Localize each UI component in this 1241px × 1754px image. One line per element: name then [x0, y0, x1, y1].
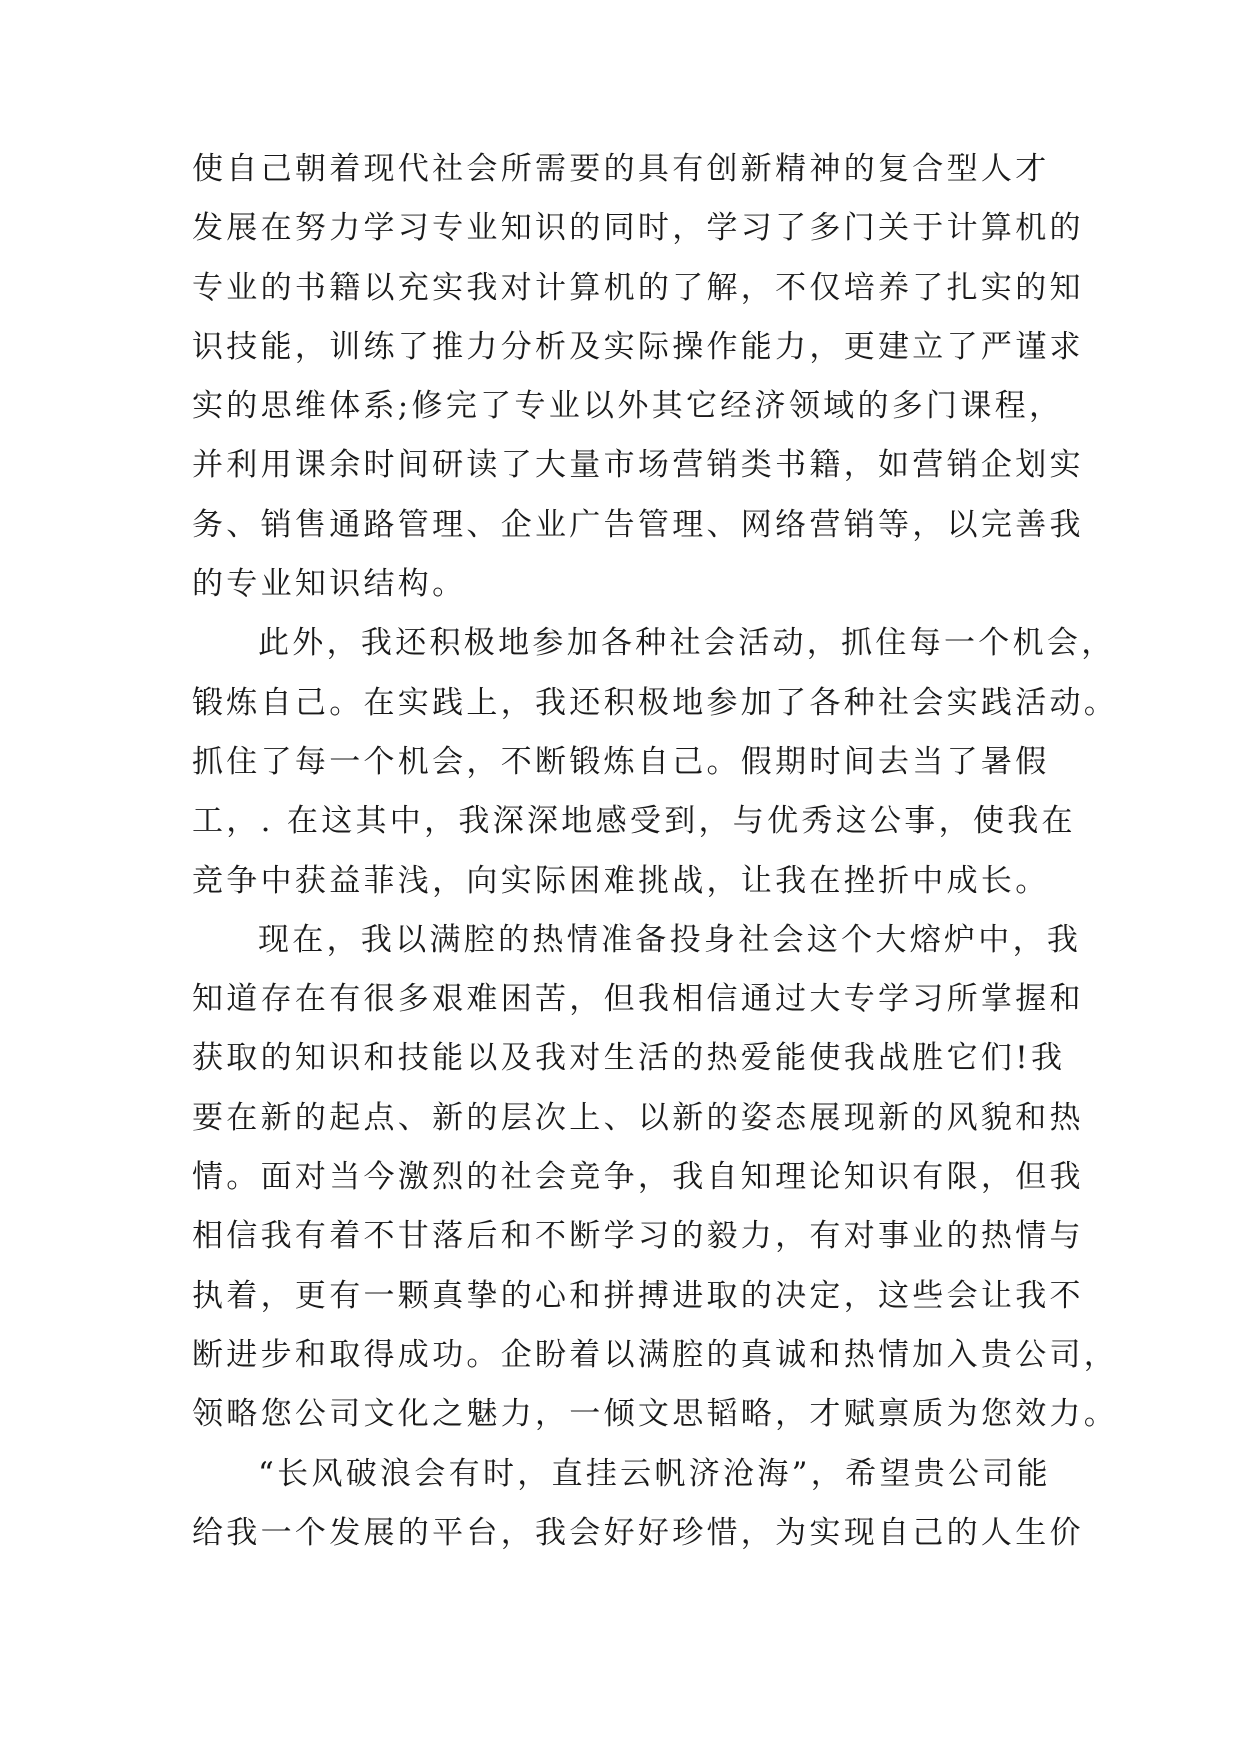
text-line: 给我一个发展的平台，我会好好珍惜，为实现自己的人生价	[192, 1514, 1084, 1551]
text-line: 竞争中获益菲浅，向实际困难挑战，让我在挫折中成长。	[192, 862, 1050, 899]
text-line: 现在，我以满腔的热情准备投身社会这个大熔炉中，我	[258, 921, 1082, 958]
paragraph-4	[192, 1445, 1084, 1564]
text-line: 断进步和取得成功。企盼着以满腔的真诚和热情加入贵公司，	[192, 1336, 1119, 1373]
text-line: 知道存在有很多艰难困苦，但我相信通过大专学习所掌握和	[192, 981, 1084, 1018]
paragraph-1	[192, 140, 1084, 614]
text-line: “长风破浪会有时，直挂云帆济沧海”，希望贵公司能	[258, 1455, 1051, 1492]
text-line: 情。面对当今激烈的社会竞争，我自知理论知识有限，但我	[192, 1159, 1084, 1196]
text-line: 专业的书籍以充实我对计算机的了解，不仅培养了扎实的知	[192, 269, 1084, 306]
text-line: 要在新的起点、新的层次上、以新的姿态展现新的风貌和热	[192, 1099, 1084, 1136]
text-line: 实的思维体系;修完了专业以外其它经济领域的多门课程，	[192, 388, 1064, 425]
text-line: 此外，我还积极地参加各种社会活动，抓住每一个机会，	[258, 625, 1116, 662]
text-line: 相信我有着不甘落后和不断学习的毅力，有对事业的热情与	[192, 1218, 1084, 1255]
text-line: 发展在努力学习专业知识的同时，学习了多门关于计算机的	[192, 210, 1084, 247]
text-line: 锻炼自己。在实践上，我还积极地参加了各种社会实践活动。	[192, 684, 1119, 721]
text-line: 领略您公司文化之魅力，一倾文思韬略，才赋禀质为您效力。	[192, 1396, 1119, 1433]
text-line: 获取的知识和技能以及我对生活的热爱能使我战胜它们!我	[192, 1040, 1066, 1077]
text-line: 使自己朝着现代社会所需要的具有创新精神的复合型人才	[192, 151, 1050, 187]
document-body	[192, 140, 1119, 1563]
text-line: 的专业知识结构。	[192, 566, 467, 603]
text-line: 抓住了每一个机会，不断锻炼自己。假期时间去当了暑假	[192, 743, 1050, 780]
paragraph-3	[192, 911, 1119, 1445]
text-line: 并利用课余时间研读了大量市场营销类书籍，如营销企划实	[192, 447, 1084, 484]
text-line: 识技能，训练了推力分析及实际操作能力，更建立了严谨求	[192, 328, 1084, 365]
text-line: 执着，更有一颗真挚的心和拼搏进取的决定，这些会让我不	[192, 1277, 1084, 1314]
text-line: 工，. 在这其中，我深深地感受到，与优秀这公事，使我在	[192, 803, 1076, 840]
paragraph-2	[192, 614, 1119, 910]
text-line: 务、销售通路管理、企业广告管理、网络营销等，以完善我	[192, 506, 1084, 543]
